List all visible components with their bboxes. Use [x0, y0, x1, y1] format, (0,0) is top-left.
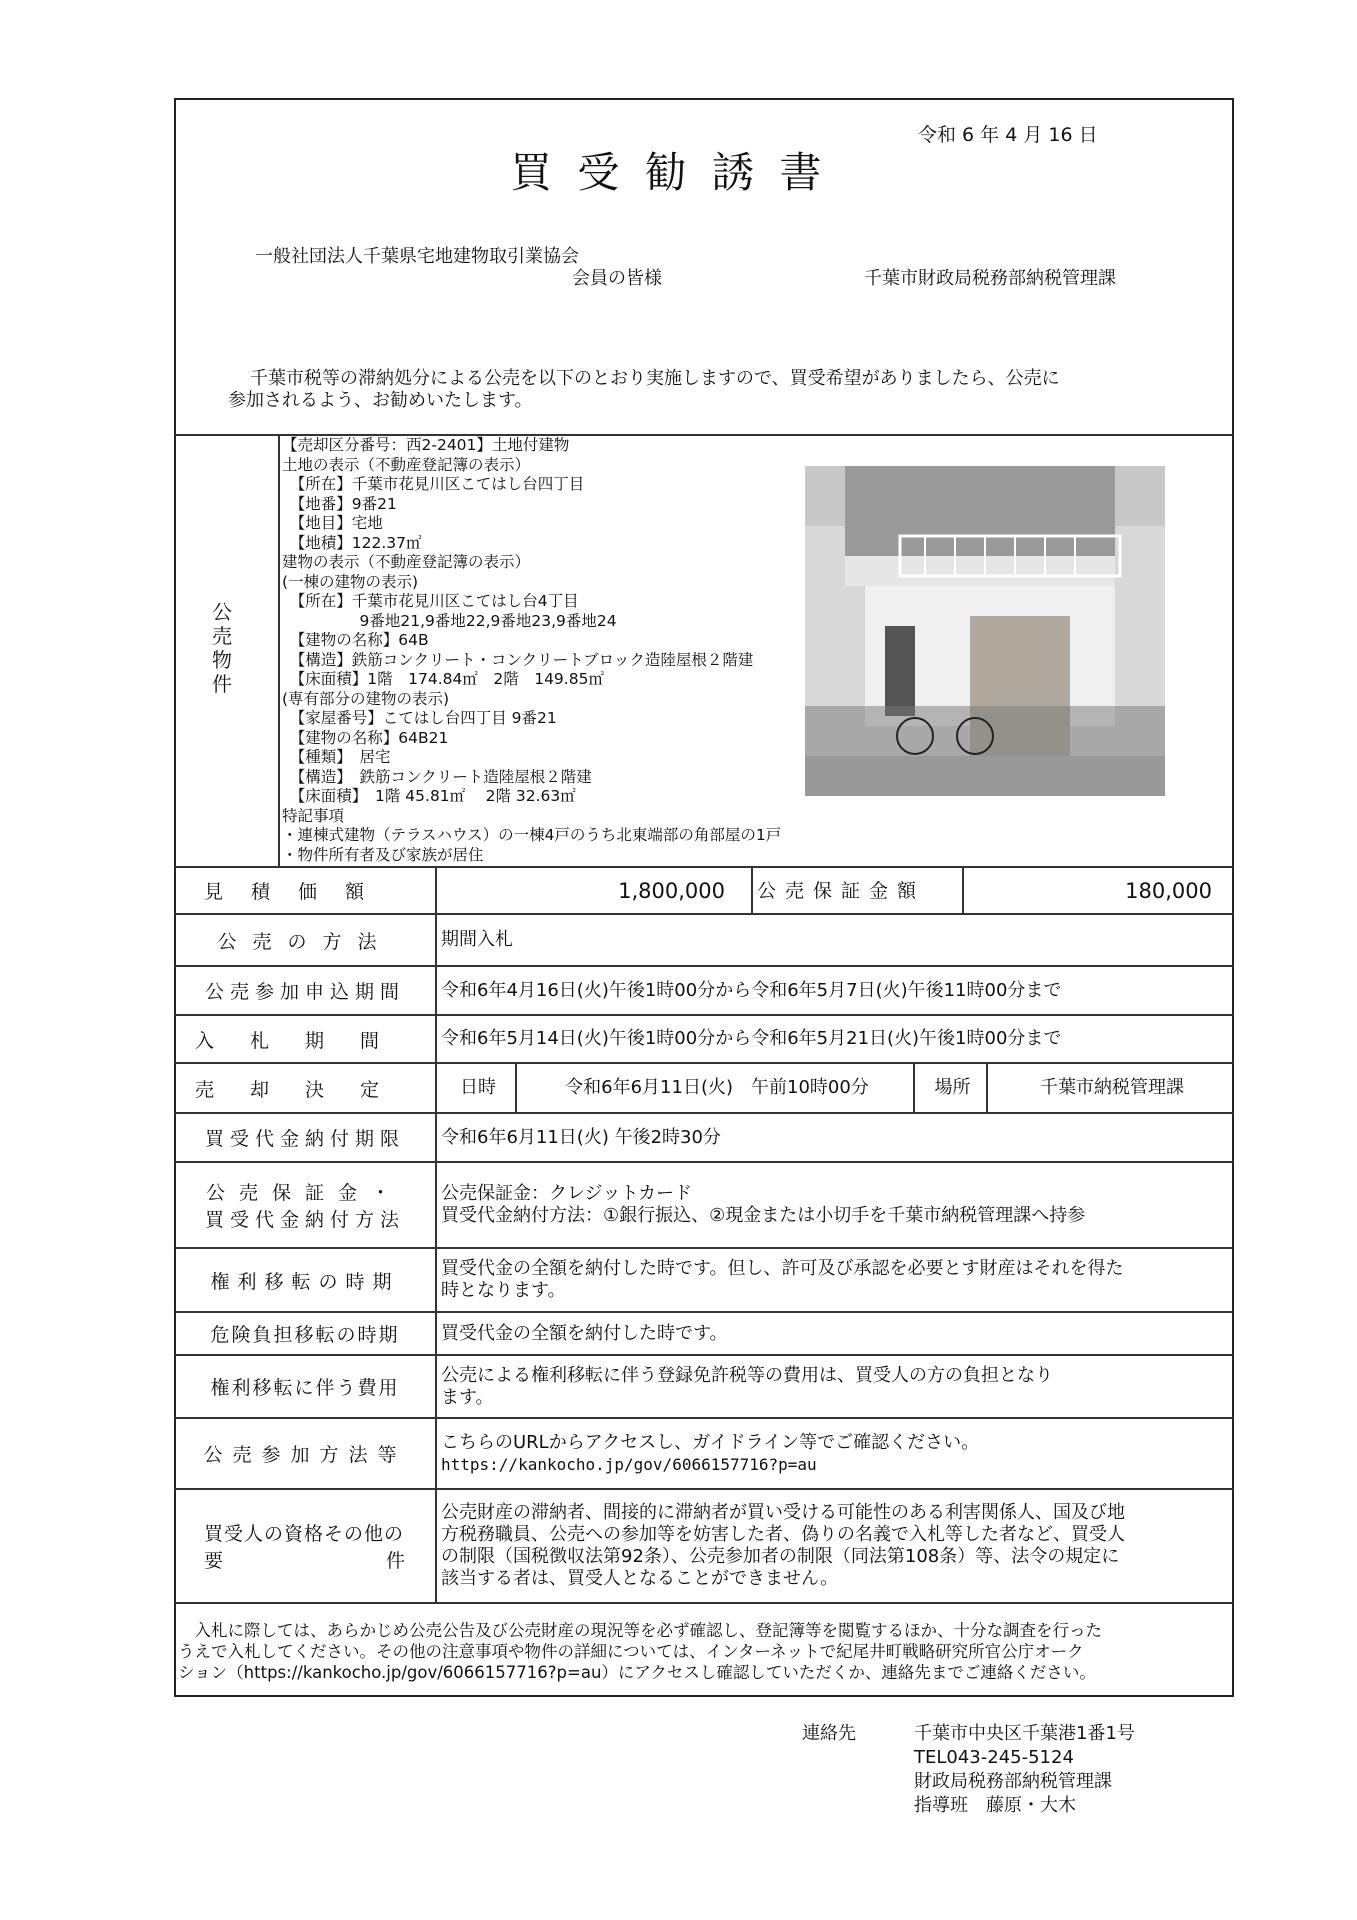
decision-place-label: 場所: [934, 1077, 971, 1098]
contact-label: 連絡先: [802, 1723, 856, 1744]
page-title: 買 受 勧 誘 書: [510, 148, 828, 197]
estimate-value: 1,800,000: [618, 878, 725, 903]
decision-label: 売却決定: [194, 1078, 415, 1101]
bidding-note: 入札に際しては、あらかじめ公売公告及び公売財産の現況等を必ず確認し、登記簿等を閲覧するほか、十分な調査を行った うえで入札してください。その他の注意事項や物件の詳細については、インターネットで紀尾井町戦略研究所官公庁オーク ション（https://kankocho.jp/gov/6066157716?p=au）にアクセスし確認していただくか、連絡先までご連絡ください。: [178, 1621, 1102, 1682]
risk-label: 危険負担移転の時期: [210, 1324, 400, 1346]
bidding-period-value: 令和6年5月14日(火)午後1時00分から令和6年5月21日(火)午後1時00分まで: [441, 1028, 1062, 1049]
contact-details: 千葉市中央区千葉港1番1号 TEL043-245-5124 財政局税務部納税管理課 指導班 藤原・大木: [914, 1723, 1135, 1816]
risk-value: 買受代金の全額を納付した時です。: [441, 1322, 728, 1344]
intro-line: 参加されるよう、お勧めいたします。: [228, 390, 533, 411]
decision-datetime: 令和6年6月11日(火) 午前10時00分: [565, 1077, 869, 1098]
application-period-label: 公売参加申込期間: [204, 981, 405, 1003]
howto-value: こちらのURLからアクセスし、ガイドライン等でご確認ください。 https://kankocho.jp/gov/6066157716?p=au: [441, 1431, 980, 1474]
addressee-org: 一般社団法人千葉県宅地建物取引業協会: [255, 246, 579, 267]
sender: 千葉市財政局税務部納税管理課: [864, 268, 1116, 289]
payment-method-value: 公売保証金：クレジットカード 買受代金納付方法：①銀行振込、②現金または小切手を千葉市納税管理課へ持参: [441, 1183, 1086, 1226]
issue-date: 令和 6 年 4 月 16 日: [918, 124, 1098, 146]
property-label: 公売物件: [212, 600, 232, 696]
payment-method-label: 公売保証金・ 買受代金納付方法: [204, 1182, 405, 1231]
deposit-label: 公売保証金額: [757, 879, 926, 902]
addressee: 会員の皆様: [572, 268, 662, 289]
transfer-label: 権利移転の時期: [210, 1270, 400, 1293]
cost-label: 権利移転に伴う費用: [210, 1377, 400, 1399]
decision-place: 千葉市納税管理課: [1040, 1077, 1184, 1098]
transfer-value: 買受代金の全額を納付した時です。但し、許可及び承認を必要とす財産はそれを得た 時となります。: [441, 1258, 1124, 1301]
howto-label: 公売参加方法等: [203, 1444, 407, 1466]
method-label: 公売の方法: [217, 930, 393, 953]
method-value: 期間入札: [441, 929, 513, 950]
payment-deadline-label: 買受代金納付期限: [204, 1128, 405, 1150]
intro-line: 千葉市税等の滞納処分による公売を以下のとおり実施しますので、買受希望がありましたら、公売に: [250, 368, 1060, 389]
cost-value: 公売による権利移転に伴う登録免許税等の費用は、買受人の方の負担となり ます。: [441, 1364, 1053, 1408]
payment-deadline-value: 令和6年6月11日(火) 午後2時30分: [441, 1126, 721, 1148]
deposit-value: 180,000: [1125, 878, 1212, 903]
estimate-label: 見積価額: [204, 881, 393, 903]
bidding-period-label: 入札期間: [194, 1029, 415, 1052]
decision-datetime-label: 日時: [460, 1077, 496, 1098]
property-photo: [805, 466, 1165, 796]
qualification-value: 公売財産の滞納者、間接的に滞納者が買い受ける可能性のある利害関係人、国及び地 方税務職員、公売への参加等を妨害した者、偽りの名義で入札等した者など、買受人 の制限（国税徴収法第92条）、公売参加者の制限（同法第108条）等、法令の規定に 該当する者は、買受人となることができません。: [441, 1502, 1125, 1589]
property-details: 【売却区分番号：西2-2401】土地付建物 土地の表示（不動産登記簿の表示） 【所在】千葉市花見川区こてはし台四丁目 【地番】9番21 【地目】宅地 【地積】122.37㎡ 建物の表示（不動産登記簿の表示） (一棟の建物の表示) 【所在】千葉市花見川区こてはし台4丁目 9番地21,9番地22,9番地23,9番地24 【建物の名称】64B 【構造】鉄筋コンクリート・コンクリートブロック造陸屋根２階建 【床面積】1階 174.84㎡ 2階 149.85㎡ (専有部分の建物の表示) 【家屋番号】こてはし台四丁目 9番21 【建物の名称】64B21 【種類】 居宅 【構造】 鉄筋コンクリート造陸屋根２階建 【床面積】 1階 45.81㎡ 2階 32.63㎡ 特記事項 ・連棟式建物（テラスハウス）の一棟4戸のうち北東端部の角部屋の1戸 ・物件所有者及び家族が居住: [282, 436, 782, 864]
qualification-label: 買受人の資格その他の 要 件: [204, 1523, 406, 1572]
application-period-value: 令和6年4月16日(火)午後1時00分から令和6年5月7日(火)午後11時00分まで: [441, 979, 1062, 1001]
howto-url-link[interactable]: https://kankocho.jp/gov/6066157716?p=au: [441, 1454, 817, 1474]
